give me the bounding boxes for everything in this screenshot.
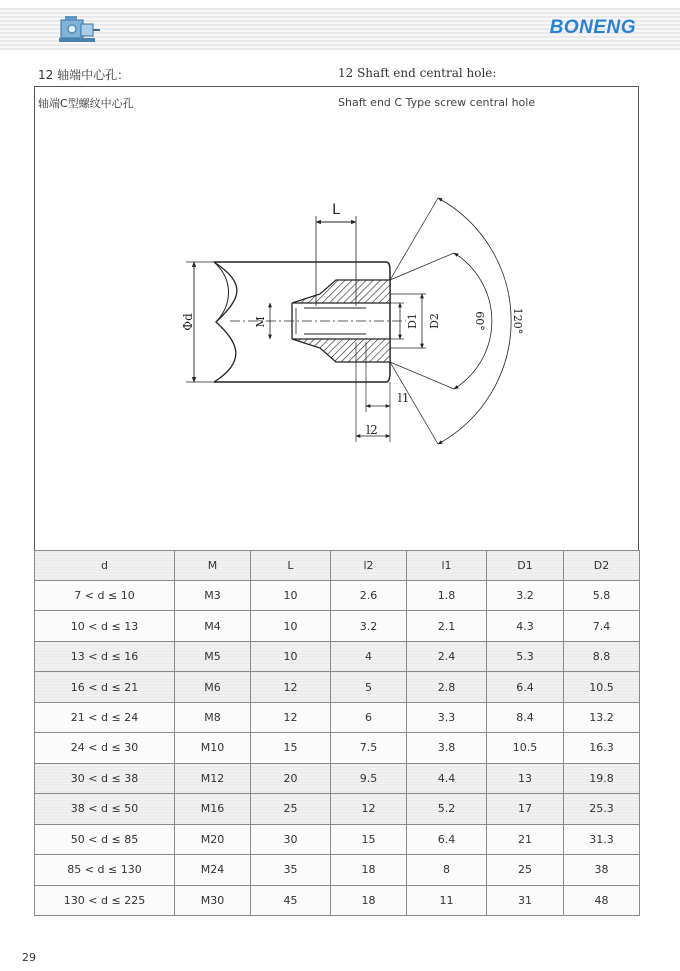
table-cell: 10 (251, 611, 331, 641)
table-cell: 5 (331, 672, 407, 702)
table-cell: 50 < d ≤ 85 (35, 824, 175, 854)
table-cell: 24 < d ≤ 30 (35, 733, 175, 763)
table-cell: 12 (251, 702, 331, 732)
label-D2: D2 (428, 313, 441, 329)
table-cell: 45 (251, 885, 331, 915)
table-cell: 31 (487, 885, 564, 915)
table-cell: 7.4 (564, 611, 640, 641)
center-hole-spec-table (34, 550, 640, 916)
table-cell: 15 (331, 824, 407, 854)
table-cell: 18 (331, 855, 407, 885)
table-cell: 6 (331, 702, 407, 732)
table-cell: 16.3 (564, 733, 640, 763)
table-cell: 130 < d ≤ 225 (35, 885, 175, 915)
table-cell: 25 (487, 855, 564, 885)
table-cell: M24 (175, 855, 251, 885)
table-cell: M4 (175, 611, 251, 641)
table-cell: M5 (175, 641, 251, 671)
column-header: D2 (564, 551, 640, 581)
table-cell: M30 (175, 885, 251, 915)
table-cell: 13 (487, 763, 564, 793)
table-row (35, 763, 640, 793)
label-M: M (254, 316, 267, 328)
table-cell: 30 (251, 824, 331, 854)
table-cell: 7 < d ≤ 10 (35, 581, 175, 611)
table-cell: M16 (175, 794, 251, 824)
table-cell: 10 (251, 641, 331, 671)
table-cell: 5.2 (407, 794, 487, 824)
table-cell: 3.3 (407, 702, 487, 732)
table-cell: 10.5 (564, 672, 640, 702)
table-cell: 35 (251, 855, 331, 885)
table-cell: 8 (407, 855, 487, 885)
column-header: d (35, 551, 175, 581)
table-row (35, 855, 640, 885)
table-row (35, 641, 640, 671)
page-number: 29 (22, 951, 36, 964)
table-cell: M12 (175, 763, 251, 793)
column-header: l1 (407, 551, 487, 581)
section-title-cn: 12 轴端中心孔： (38, 68, 130, 82)
table-cell: 2.8 (407, 672, 487, 702)
label-l2: l2 (366, 423, 378, 437)
table-cell: 85 < d ≤ 130 (35, 855, 175, 885)
table-cell: 48 (564, 885, 640, 915)
table-cell: 25 (251, 794, 331, 824)
table-cell: M8 (175, 702, 251, 732)
table-cell: 8.4 (487, 702, 564, 732)
table-cell: M3 (175, 581, 251, 611)
table-cell: 19.8 (564, 763, 640, 793)
hole-hatch-top (292, 280, 390, 303)
table-row (35, 824, 640, 854)
column-header: M (175, 551, 251, 581)
column-header: L (251, 551, 331, 581)
table-cell: 4.3 (487, 611, 564, 641)
table-cell: M20 (175, 824, 251, 854)
label-L: L (332, 202, 340, 218)
table-cell: 16 < d ≤ 21 (35, 672, 175, 702)
table-cell: 18 (331, 885, 407, 915)
label-D1: D1 (406, 313, 419, 329)
table-cell: M10 (175, 733, 251, 763)
table-row (35, 672, 640, 702)
table-cell: 21 < d ≤ 24 (35, 702, 175, 732)
shaft-break-line (214, 262, 237, 382)
table-cell: 3.2 (331, 611, 407, 641)
table-cell: 38 < d ≤ 50 (35, 794, 175, 824)
table-cell: 25.3 (564, 794, 640, 824)
label-l1: l1 (398, 391, 410, 405)
table-cell: 5.3 (487, 641, 564, 671)
table-cell: 10 < d ≤ 13 (35, 611, 175, 641)
table-cell: 15 (251, 733, 331, 763)
table-cell: 10.5 (487, 733, 564, 763)
label-120-degrees: 120° (511, 307, 524, 335)
table-cell: 3.8 (407, 733, 487, 763)
table-cell: 31.3 (564, 824, 640, 854)
label-60-degrees: 60° (473, 311, 486, 331)
table-row (35, 702, 640, 732)
table-cell: 11 (407, 885, 487, 915)
table-cell: 21 (487, 824, 564, 854)
table-cell: 6.4 (487, 672, 564, 702)
table-cell: 12 (251, 672, 331, 702)
table-row (35, 794, 640, 824)
table-cell: 1.8 (407, 581, 487, 611)
table-cell: 17 (487, 794, 564, 824)
label-phi-d: Φd (181, 313, 195, 331)
table-cell: M6 (175, 672, 251, 702)
table-cell: 2.1 (407, 611, 487, 641)
hole-hatch-bottom (292, 339, 390, 362)
gear-reducer-icon (55, 12, 101, 46)
table-row (35, 581, 640, 611)
table-cell: 30 < d ≤ 38 (35, 763, 175, 793)
table-cell: 20 (251, 763, 331, 793)
table-cell: 4 (331, 641, 407, 671)
table-cell: 9.5 (331, 763, 407, 793)
table-cell: 2.4 (407, 641, 487, 671)
table-cell: 12 (331, 794, 407, 824)
table-row (35, 733, 640, 763)
table-cell: 10 (251, 581, 331, 611)
table-header-row (35, 551, 640, 581)
table-cell: 5.8 (564, 581, 640, 611)
table-cell: 13 < d ≤ 16 (35, 641, 175, 671)
table-row (35, 885, 640, 915)
column-header: l2 (331, 551, 407, 581)
brand-logo-text: BONENG (549, 17, 636, 38)
figure-subtitle-cn: 轴端C型螺纹中心孔 (38, 97, 134, 110)
table-cell: 4.4 (407, 763, 487, 793)
table-cell: 38 (564, 855, 640, 885)
table-cell: 6.4 (407, 824, 487, 854)
table-cell: 7.5 (331, 733, 407, 763)
column-header: D1 (487, 551, 564, 581)
table-cell: 2.6 (331, 581, 407, 611)
section-title-en: 12 Shaft end central hole: (338, 66, 497, 80)
table-cell: 8.8 (564, 641, 640, 671)
table-cell: 3.2 (487, 581, 564, 611)
center-hole-drawing (34, 110, 639, 550)
figure-subtitle-en: Shaft end C Type screw central hole (338, 96, 536, 109)
table-row (35, 611, 640, 641)
table-cell: 13.2 (564, 702, 640, 732)
